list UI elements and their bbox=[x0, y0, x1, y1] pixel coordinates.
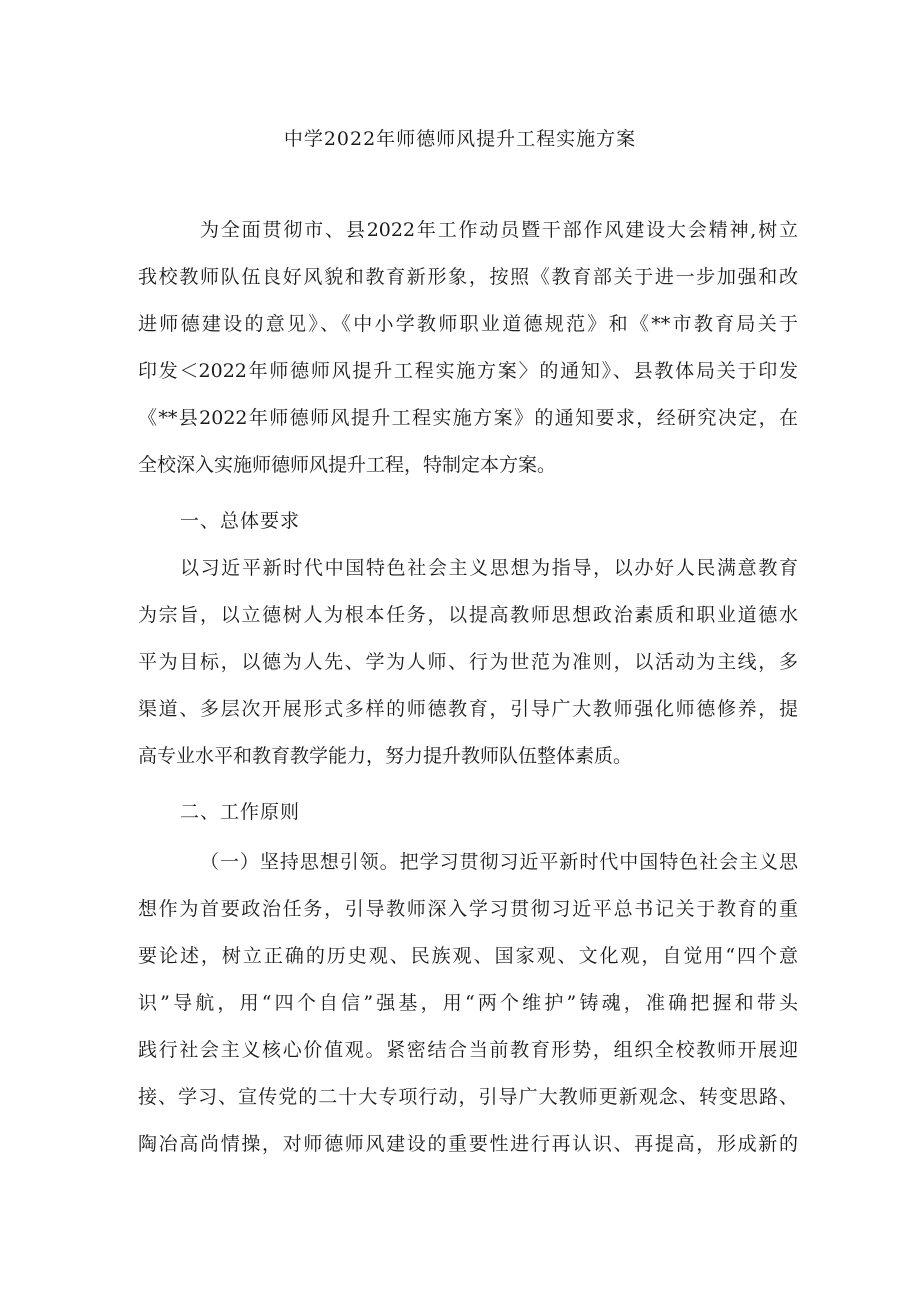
section1-line: 平为目标，以德为人先、学为人师、行为世范为准则，以活动为主线，多 bbox=[138, 651, 798, 673]
intro-line: 我校教师队伍良好风貌和教育新形象，按照《教育部关于进一步加强和改 bbox=[138, 266, 798, 288]
intro-line: 为全面贯彻市、县2022年工作动员暨干部作风建设大会精神,树立 bbox=[200, 219, 798, 241]
intro-line: 印发＜2022年师德师风提升工程实施方案〉的通知》、县教体局关于印发 bbox=[138, 360, 798, 382]
section1-line: 高专业水平和教育教学能力，努力提升教师队伍整体素质。 bbox=[138, 745, 633, 767]
section-heading-general-requirements: 一、总体要求 bbox=[180, 510, 301, 532]
section2-line: 识”导航，用“四个自信”强基，用“两个维护”铸魂，准确把握和带头 bbox=[138, 992, 798, 1014]
section2-line: 践行社会主义核心价值观。紧密结合当前教育形势，组织全校教师开展迎 bbox=[138, 1039, 798, 1061]
section2-line: 陶冶高尚情操，对师德师风建设的重要性进行再认识、再提高，形成新的 bbox=[138, 1133, 798, 1155]
section2-line: 接、学习、宣传党的二十大专项行动，引导广大教师更新观念、转变思路、 bbox=[138, 1086, 798, 1108]
intro-line: 进师德建设的意见》、《中小学教师职业道德规范》和《**市教育局关于 bbox=[138, 313, 798, 335]
section2-line: 想作为首要政治任务，引导教师深入学习贯彻习近平总书记关于教育的重 bbox=[138, 898, 798, 920]
section1-line: 以习近平新时代中国特色社会主义思想为指导，以办好人民满意教育 bbox=[180, 557, 798, 579]
section1-line: 渠道、多层次开展形式多样的师德教育，引导广大教师强化师德修养，提 bbox=[138, 698, 798, 720]
section1-line: 为宗旨，以立德树人为根本任务，以提高教师思想政治素质和职业道德水 bbox=[138, 604, 798, 626]
document-title: 中学2022年师德师风提升工程实施方案 bbox=[283, 128, 637, 150]
intro-line: 《**县2022年师德师风提升工程实施方案》的通知要求，经研究决定，在 bbox=[138, 407, 798, 429]
intro-line: 全校深入实施师德师风提升工程，特制定本方案。 bbox=[138, 454, 557, 476]
section-heading-work-principles: 二、工作原则 bbox=[180, 801, 301, 823]
section2-line: 要论述，树立正确的历史观、民族观、国家观、文化观，自觉用“四个意 bbox=[138, 945, 798, 967]
section2-line: （一）坚持思想引领。把学习贯彻习近平新时代中国特色社会主义思 bbox=[200, 851, 798, 873]
